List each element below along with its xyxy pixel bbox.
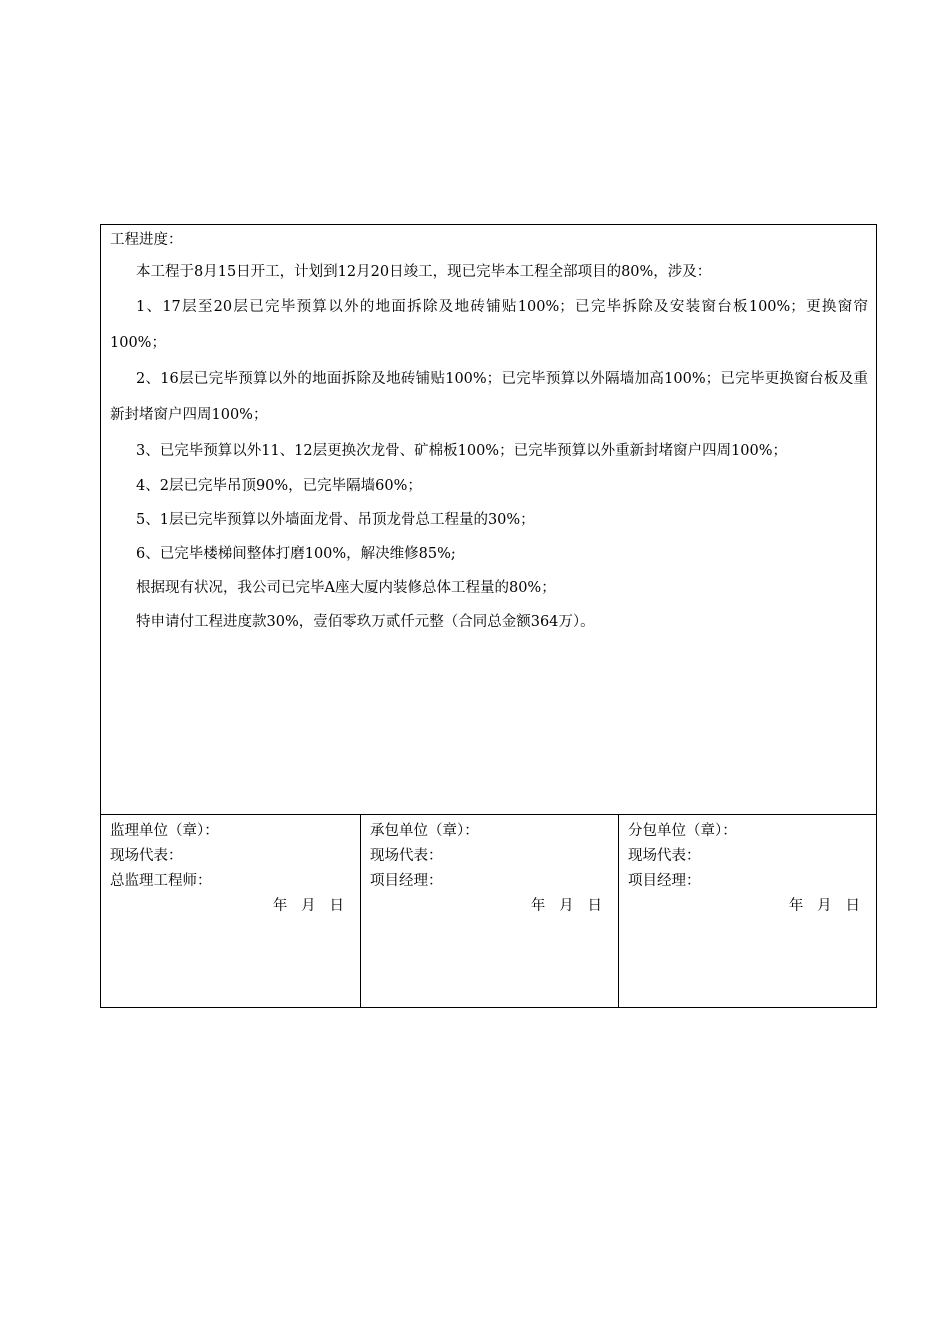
supervisor-rep-label: 现场代表：	[110, 848, 183, 864]
progress-item-1: 1、17层至20层已完毕预算以外的地面拆除及地砖铺贴100%；已完毕拆除及安装窗台板100%；更换窗帘100%；	[110, 299, 868, 351]
supervisor-date: 年 月 日	[272, 898, 344, 914]
progress-summary: 根据现有状况，我公司已完毕A座大厦内装修总体工程量的80%；	[136, 580, 556, 596]
progress-section	[101, 225, 876, 815]
contractor-unit-label: 承包单位（章）：	[370, 823, 479, 839]
signature-row	[101, 815, 876, 1007]
subcontractor-rep-label: 现场代表：	[628, 848, 701, 864]
subcontractor-signature-cell	[618, 815, 876, 1007]
subcontractor-date: 年 月 日	[788, 898, 860, 914]
progress-payment-form	[100, 224, 877, 1008]
subcontractor-unit-label: 分包单位（章）：	[628, 823, 737, 839]
contractor-date: 年 月 日	[530, 898, 602, 914]
progress-item-3: 3、已完毕预算以外11、12层更换次龙骨、矿棉板100%；已完毕预算以外重新封堵窗户四周100%；	[136, 443, 788, 459]
progress-item-4: 4、2层已完毕吊顶90%，已完毕隔墙60%；	[136, 478, 422, 494]
supervisor-signature-cell	[101, 815, 360, 1007]
progress-intro: 本工程于8月15日开工，计划到12月20日竣工，现已完毕本工程全部项目的80%，涉及：	[136, 264, 712, 280]
subcontractor-manager-label: 项目经理：	[628, 873, 701, 889]
progress-item-2: 2、16层已完毕预算以外的地面拆除及地砖铺贴100%；已完毕预算以外隔墙加高100%；已完毕更换窗台板及重新封堵窗户四周100%；	[110, 371, 868, 423]
contractor-rep-label: 现场代表：	[370, 848, 443, 864]
progress-heading: 工程进度：	[110, 232, 183, 248]
progress-item-6: 6、已完毕楼梯间整体打磨100%，解决维修85%;	[136, 546, 456, 562]
contractor-manager-label: 项目经理：	[370, 873, 443, 889]
contractor-signature-cell	[360, 815, 618, 1007]
supervisor-unit-label: 监理单位（章）：	[110, 823, 219, 839]
progress-item-5: 5、1层已完毕预算以外墙面龙骨、吊顶龙骨总工程量的30%；	[136, 512, 535, 528]
supervisor-engineer-label: 总监理工程师：	[110, 873, 212, 889]
payment-request: 特申请付工程进度款30%，壹佰零玖万贰仟元整（合同总金额364万）。	[136, 614, 595, 630]
